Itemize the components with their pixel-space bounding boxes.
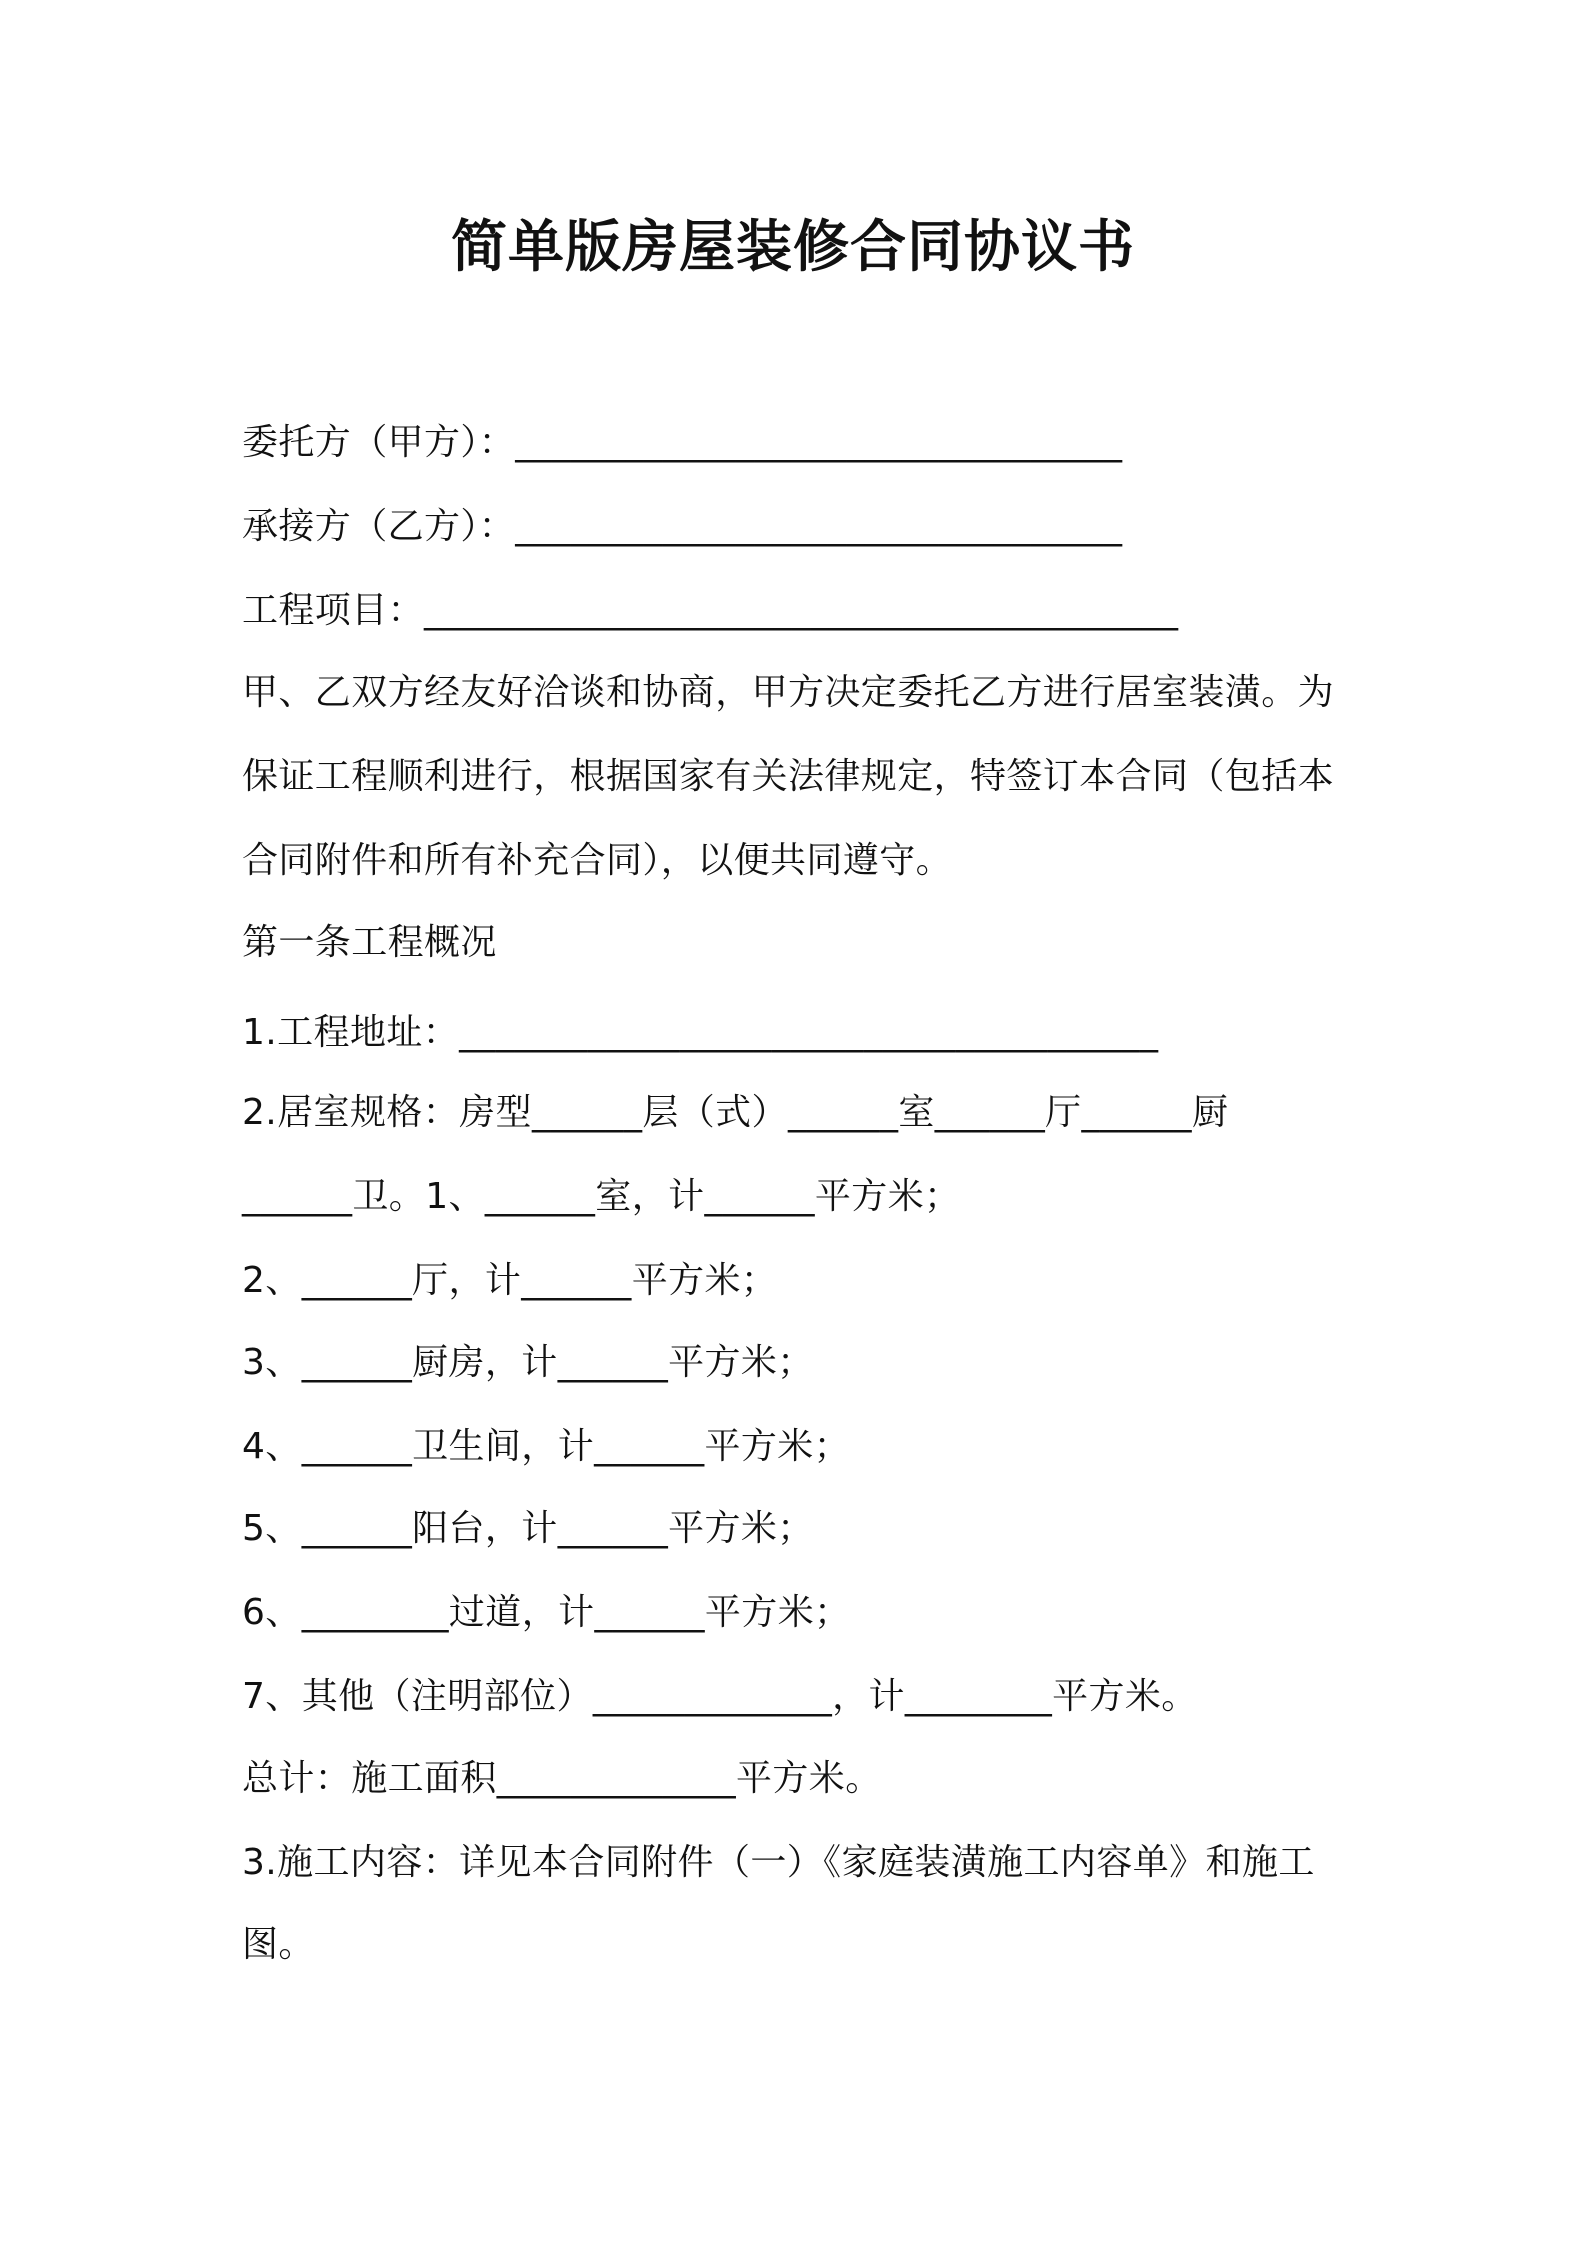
- kitchen-area-line: 3、______厨房，计______平方米；: [242, 1342, 814, 1383]
- preamble-line-2: 保证工程顺利进行，根据国家有关法律规定，特签订本合同（包括本: [242, 756, 1335, 797]
- other-area-line: 7、其他（注明部位）_____________，计________平方米。: [242, 1676, 1198, 1717]
- hall-area-line: 2、______厅，计______平方米；: [242, 1260, 778, 1301]
- party-a-line: 委托方（甲方）：_________________________________: [242, 422, 1123, 463]
- project-line: 工程项目：_________________________________________: [242, 590, 1179, 631]
- total-area-line: 总计：施工面积_____________平方米。: [242, 1758, 882, 1799]
- room-spec-line-1: 2.居室规格：房型______层（式）______室______厅______厨: [242, 1092, 1229, 1133]
- preamble-line-3: 合同附件和所有补充合同），以便共同遵守。: [242, 840, 953, 881]
- balcony-area-line: 5、______阳台，计______平方米；: [242, 1508, 814, 1549]
- party-b-line: 承接方（乙方）：_________________________________: [242, 506, 1123, 547]
- article-1-heading: 第一条工程概况: [242, 922, 497, 963]
- preamble-line-1: 甲、乙双方经友好洽谈和协商，甲方决定委托乙方进行居室装潢。为: [242, 672, 1335, 713]
- project-address-line: 1.工程地址：______________________________________: [242, 1012, 1159, 1053]
- document-title: 简单版房屋装修合同协议书: [451, 215, 1135, 280]
- construction-content-line-1: 3.施工内容：详见本合同附件（一）《家庭装潢施工内容单》和施工: [242, 1842, 1315, 1883]
- construction-content-line-2: 图。: [242, 1924, 315, 1965]
- room-spec-line-2: ______卫。1、______室，计______平方米；: [242, 1176, 961, 1217]
- bathroom-area-line: 4、______卫生间，计______平方米；: [242, 1426, 851, 1467]
- corridor-area-line: 6、________过道，计______平方米；: [242, 1592, 851, 1633]
